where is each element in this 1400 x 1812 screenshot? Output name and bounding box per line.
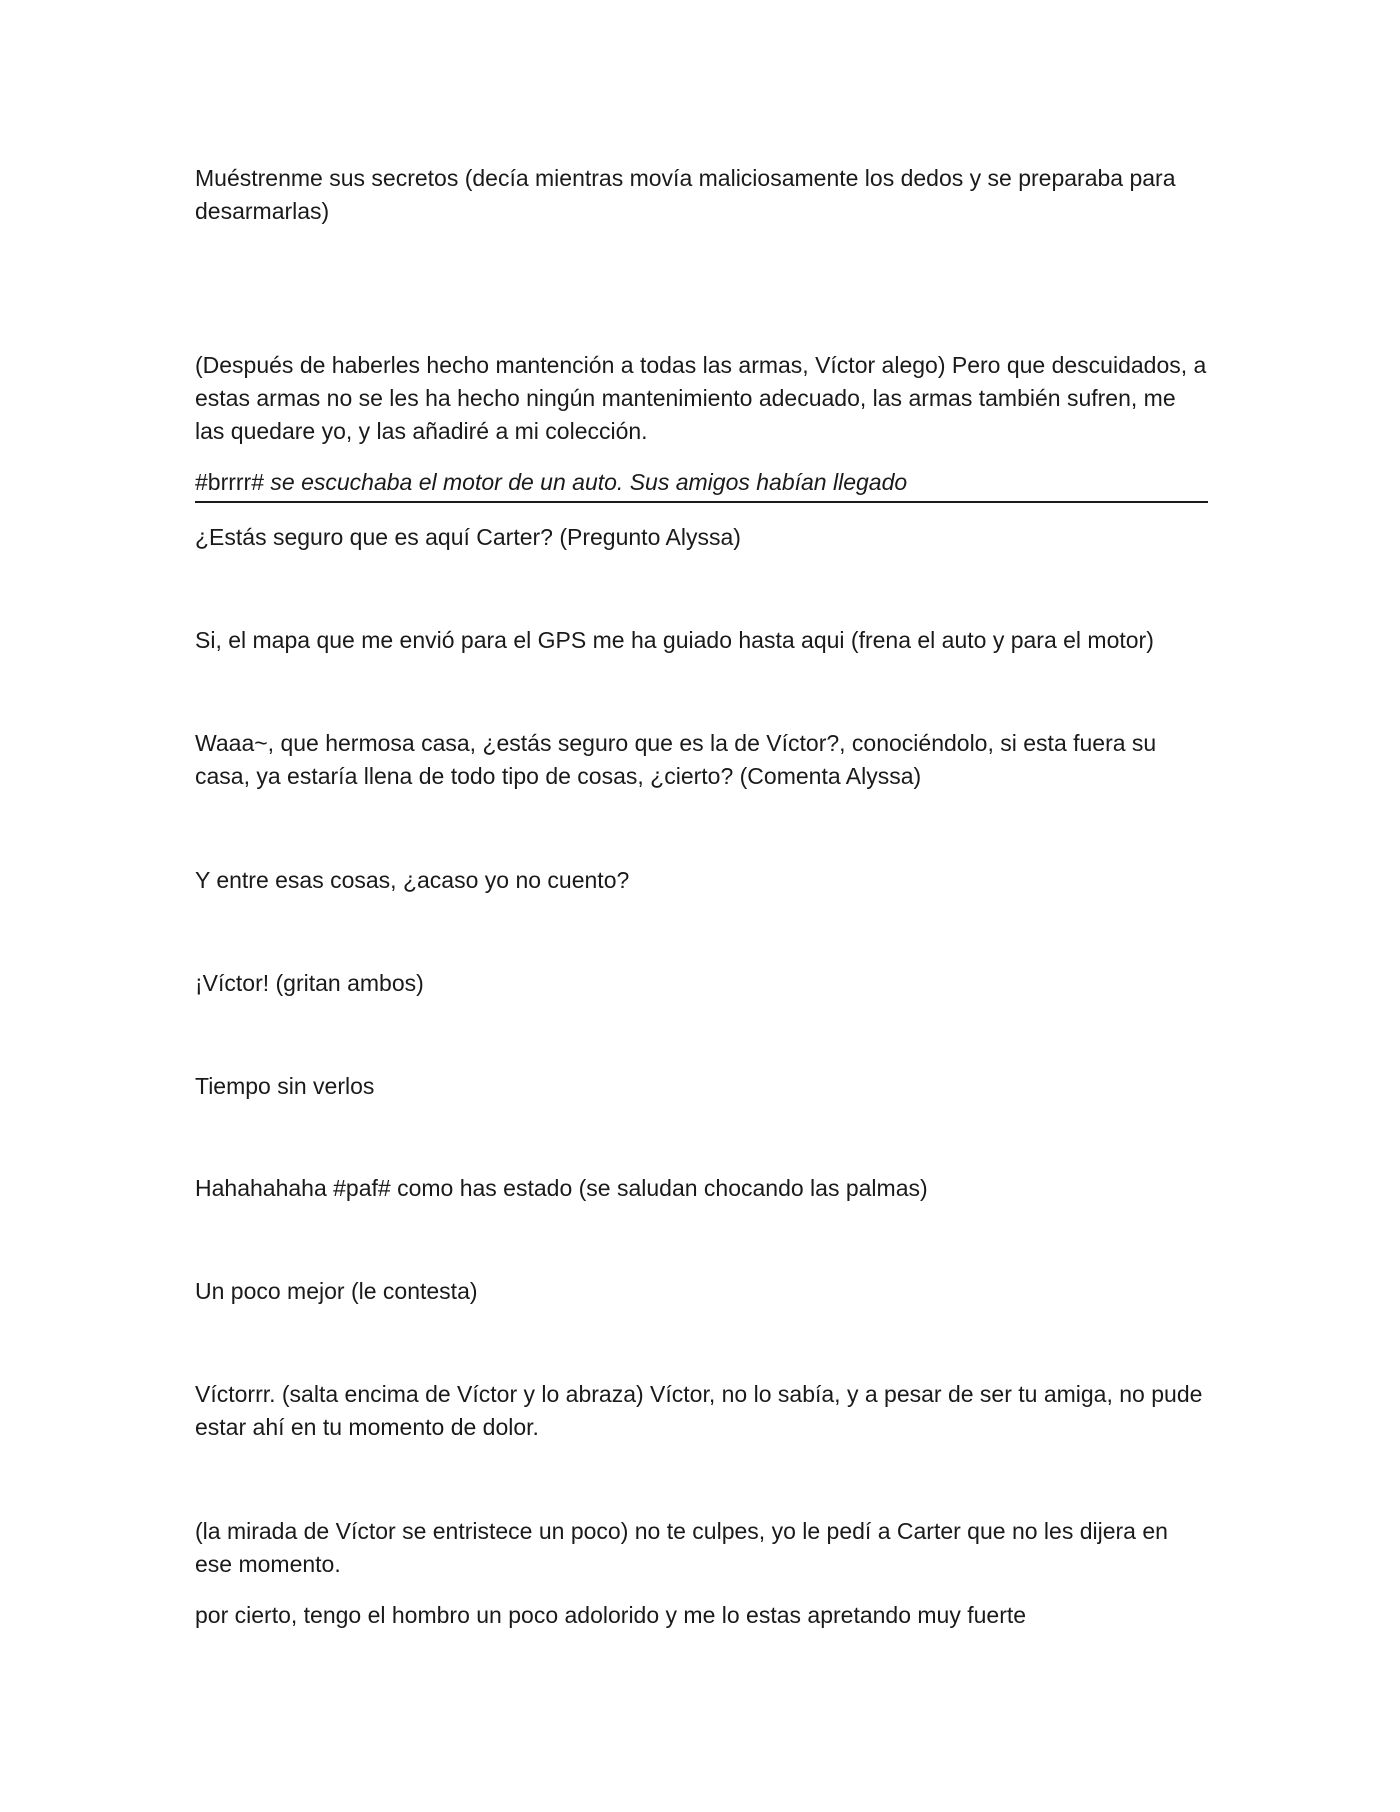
paragraph: (la mirada de Víctor se entristece un poco) no te culpes, yo le pedí a Carter que no les dijera en ese momento. (195, 1518, 1168, 1577)
paragraph: ¡Víctor! (gritan ambos) (195, 970, 424, 996)
paragraph: por cierto, tengo el hombro un poco adolorido y me lo estas apretando muy fuerte (195, 1602, 1027, 1628)
paragraph-sound-effect (195, 466, 1210, 499)
paragraph: Hahahahaha #paf# como has estado (se saludan chocando las palmas) (195, 1175, 928, 1201)
paragraph: Y entre esas cosas, ¿acaso yo no cuento? (195, 867, 630, 893)
italic-narration: se escuchaba el motor de un auto. Sus amigos habían llegado (270, 469, 908, 495)
sound-effect-tag: #brrrr# (195, 469, 265, 495)
paragraph: Waaa~, que hermosa casa, ¿estás seguro que es la de Víctor?, conociéndolo, si esta fuera su casa, ya estaría llena de todo tipo de cosas, ¿cierto? (Comenta Alyssa) (195, 730, 1157, 789)
paragraph: (Después de haberles hecho mantención a todas las armas, Víctor alego) Pero que descuidados, a estas armas no se les ha hecho ningún mantenimiento adecuado, las armas también sufren, me las quedare yo, y las añadiré a mi colección. (195, 352, 1207, 444)
paragraph: Muéstrenme sus secretos (decía mientras movía maliciosamente los dedos y se preparaba para desarmarlas) (195, 165, 1176, 224)
paragraph: Un poco mejor (le contesta) (195, 1278, 478, 1304)
paragraph: Víctorrr. (salta encima de Víctor y lo abraza) Víctor, no lo sabía, y a pesar de ser tu amiga, no pude estar ahí en tu momento de dolor. (195, 1381, 1203, 1440)
paragraph: ¿Estás seguro que es aquí Carter? (Pregunto Alyssa) (195, 524, 741, 550)
paragraph: Tiempo sin verlos (195, 1073, 375, 1099)
horizontal-rule (195, 501, 1208, 503)
paragraph: Si, el mapa que me envió para el GPS me ha guiado hasta aqui (frena el auto y para el motor) (195, 627, 1154, 653)
